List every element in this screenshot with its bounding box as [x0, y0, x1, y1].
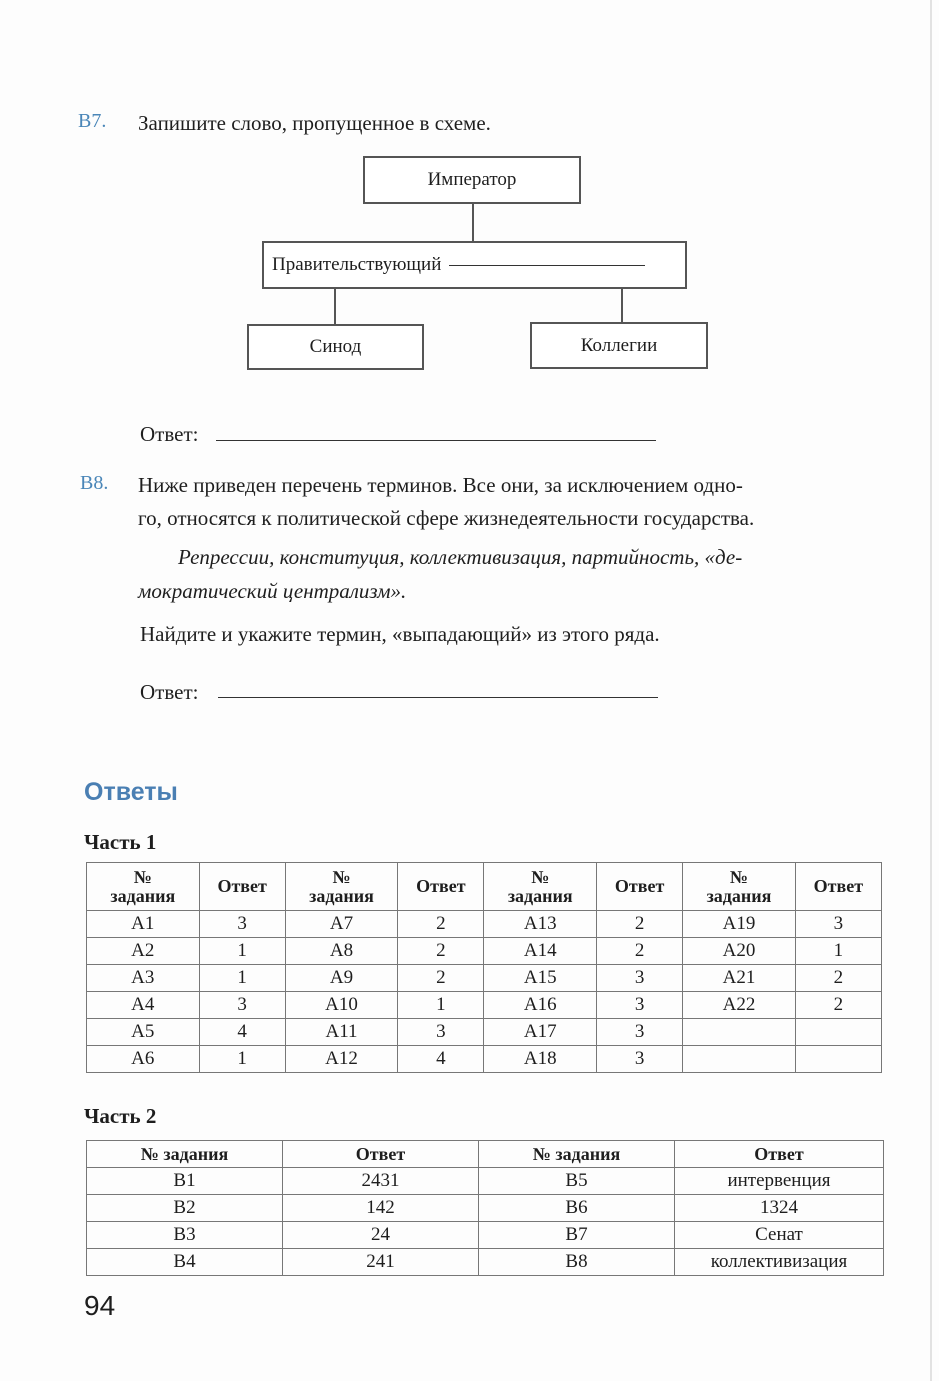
task-number-cell: А19 — [683, 911, 796, 938]
answer-cell: коллективизация — [675, 1249, 884, 1276]
header-answer: Ответ — [199, 863, 285, 911]
answer-cell: интервенция — [675, 1168, 884, 1195]
table-row — [87, 938, 882, 965]
task-number-cell: А11 — [285, 1019, 398, 1046]
task-number-cell: А7 — [285, 911, 398, 938]
task-number-cell: А5 — [87, 1019, 200, 1046]
answer-cell: 3 — [597, 1046, 683, 1073]
question-b8-instruction: Найдите и укажите термин, «выпадающий» из этого ряда. — [140, 622, 660, 646]
question-number-b7: B7. — [78, 110, 107, 132]
task-number-cell: А1 — [87, 911, 200, 938]
answer-label-b8: Ответ: — [140, 680, 199, 704]
task-number-cell: А20 — [683, 938, 796, 965]
task-number-cell: А16 — [484, 992, 597, 1019]
answer-cell: 3 — [597, 992, 683, 1019]
header-task-number: № задания — [87, 1141, 283, 1168]
header-task-number: № задания — [479, 1141, 675, 1168]
task-number-cell: А6 — [87, 1046, 200, 1073]
answer-cell: Сенат — [675, 1222, 884, 1249]
part2-heading: Часть 2 — [84, 1104, 157, 1128]
table-row — [87, 965, 882, 992]
page-edge — [930, 0, 932, 1381]
table-header-row — [87, 1141, 884, 1168]
table-row — [87, 1222, 884, 1249]
task-number-cell: А9 — [285, 965, 398, 992]
table-row — [87, 1249, 884, 1276]
task-number-cell: А17 — [484, 1019, 597, 1046]
diagram-label-senate: Правительствующий — [272, 254, 442, 275]
page-number: 94 — [84, 1290, 116, 1321]
answer-cell: 4 — [398, 1046, 484, 1073]
answer-cell: 1 — [398, 992, 484, 1019]
task-number-cell: А4 — [87, 992, 200, 1019]
header-answer: Ответ — [398, 863, 484, 911]
answer-cell — [795, 1019, 881, 1046]
answer-cell: 1 — [199, 965, 285, 992]
task-number-cell: А12 — [285, 1046, 398, 1073]
diagram-box-synod — [247, 324, 424, 370]
question-number-b8: B8. — [80, 472, 109, 494]
answer-label-b7: Ответ: — [140, 422, 199, 446]
task-number-cell: А10 — [285, 992, 398, 1019]
task-number-cell: А8 — [285, 938, 398, 965]
header-task-number: № задания — [484, 863, 597, 911]
question-b8-line2: го, относятся к политической сфере жизнедеятельности государства. — [138, 506, 755, 530]
answer-cell: 2 — [398, 911, 484, 938]
answer-cell: 2 — [398, 965, 484, 992]
task-number-cell: В2 — [87, 1195, 283, 1222]
task-number-cell: В7 — [479, 1222, 675, 1249]
header-answer: Ответ — [795, 863, 881, 911]
connector-line — [472, 204, 474, 242]
diagram-box-emperor — [363, 156, 581, 204]
answer-cell — [795, 1046, 881, 1073]
task-number-cell: В6 — [479, 1195, 675, 1222]
task-number-cell: В8 — [479, 1249, 675, 1276]
diagram-blank[interactable] — [449, 265, 645, 266]
header-answer: Ответ — [597, 863, 683, 911]
answer-cell: 2 — [597, 938, 683, 965]
task-number-cell: А22 — [683, 992, 796, 1019]
task-number-cell: А14 — [484, 938, 597, 965]
task-number-cell: А3 — [87, 965, 200, 992]
table-row — [87, 1046, 882, 1073]
table-row — [87, 1195, 884, 1222]
answer-cell: 1324 — [675, 1195, 884, 1222]
diagram-label-synod: Синод — [309, 336, 362, 357]
header-task-number: № задания — [683, 863, 796, 911]
answer-cell: 3 — [398, 1019, 484, 1046]
table-row — [87, 992, 882, 1019]
answer-field-b7[interactable] — [216, 440, 656, 441]
question-b7-prompt: Запишите слово, пропущенное в схеме. — [138, 111, 491, 135]
diagram-box-senate — [262, 241, 687, 289]
answer-cell: 1 — [199, 938, 285, 965]
answer-cell: 24 — [283, 1222, 479, 1249]
table-header-row — [87, 863, 882, 911]
diagram-box-collegia — [530, 322, 708, 369]
answer-cell: 3 — [597, 965, 683, 992]
header-answer: Ответ — [283, 1141, 479, 1168]
answer-cell: 142 — [283, 1195, 479, 1222]
answer-cell: 3 — [795, 911, 881, 938]
table-row — [87, 1019, 882, 1046]
task-number-cell: В5 — [479, 1168, 675, 1195]
diagram-label-emperor: Император — [427, 169, 517, 190]
task-number-cell: В4 — [87, 1249, 283, 1276]
part1-answers-table — [86, 862, 882, 1073]
answer-cell: 4 — [199, 1019, 285, 1046]
answer-cell: 3 — [199, 911, 285, 938]
task-number-cell — [683, 1019, 796, 1046]
answer-cell: 2 — [795, 992, 881, 1019]
answer-cell: 2 — [398, 938, 484, 965]
part2-answers-table — [86, 1140, 884, 1276]
task-number-cell: А18 — [484, 1046, 597, 1073]
header-task-number: № задания — [87, 863, 200, 911]
connector-line — [621, 289, 623, 323]
header-task-number: № задания — [285, 863, 398, 911]
task-number-cell: А13 — [484, 911, 597, 938]
task-number-cell: А21 — [683, 965, 796, 992]
task-number-cell: А2 — [87, 938, 200, 965]
task-number-cell: В1 — [87, 1168, 283, 1195]
answer-cell: 2 — [795, 965, 881, 992]
answer-cell: 3 — [199, 992, 285, 1019]
answer-cell: 3 — [597, 1019, 683, 1046]
question-b8-line1: Ниже приведен перечень терминов. Все они, за исключением одно- — [138, 473, 743, 497]
diagram-label-collegia: Коллегии — [580, 334, 658, 356]
connector-line — [334, 289, 336, 325]
answer-cell: 2 — [597, 911, 683, 938]
task-number-cell: В3 — [87, 1222, 283, 1249]
terms-line2: мократический централизм». — [138, 579, 407, 603]
task-number-cell: А15 — [484, 965, 597, 992]
answer-cell: 2431 — [283, 1168, 479, 1195]
terms-line1: Репрессии, конституция, коллективизация, партийность, «де- — [178, 545, 743, 569]
answers-heading: Ответы — [84, 778, 178, 806]
table-row — [87, 1168, 884, 1195]
task-number-cell — [683, 1046, 796, 1073]
header-answer: Ответ — [675, 1141, 884, 1168]
part1-heading: Часть 1 — [84, 830, 157, 854]
table-row — [87, 911, 882, 938]
answer-cell: 1 — [795, 938, 881, 965]
answer-cell: 1 — [199, 1046, 285, 1073]
answer-cell: 241 — [283, 1249, 479, 1276]
answer-field-b8[interactable] — [218, 697, 658, 698]
